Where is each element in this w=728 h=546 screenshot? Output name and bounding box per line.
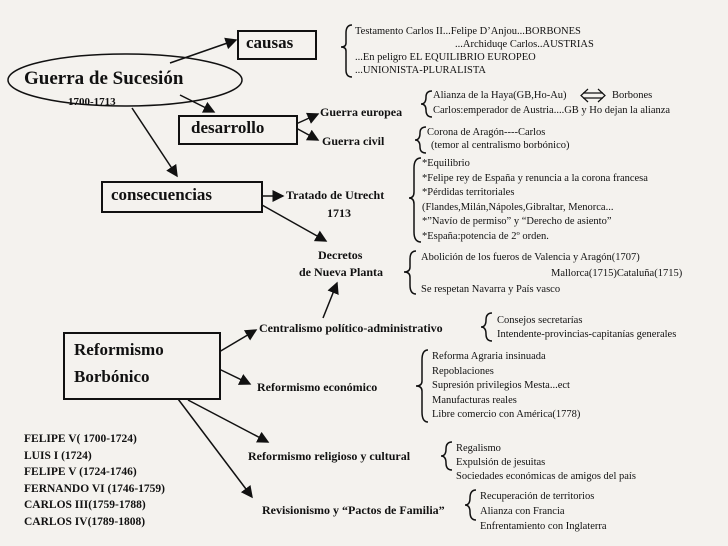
religioso-list (456, 442, 636, 484)
arrow-to-religioso (188, 400, 268, 442)
guerra-europea-item: Alianza de la Haya(GB,Ho-Au) (433, 90, 567, 101)
consecuencias-node (101, 181, 263, 213)
rey-item: FERNANDO VI (1746-1759) (24, 482, 165, 495)
guerra-europea-item: Carlos:emperador de Austria....GB y Ho dejan la alianza (433, 105, 671, 116)
main-dates: 1700-1713 (68, 96, 116, 108)
revisionismo-label: Revisionismo y “Pactos de Familia” (262, 503, 445, 517)
decretos-label-2: de Nueva Planta (299, 265, 383, 279)
arrow-to-revisionismo (175, 395, 252, 497)
centralismo-item: Intendente-provincias-capitanías generales (497, 329, 677, 340)
rey-item: FELIPE V( 1700-1724) (24, 433, 137, 445)
arrow-centralismo-to-decretos (323, 283, 337, 318)
centralismo-item: Consejos secretarías (497, 315, 583, 326)
desarrollo-label: desarrollo (191, 118, 265, 137)
utrecht-item: *Pérdidas territoriales (422, 187, 515, 198)
utrecht-item: *Equilibrio (422, 158, 470, 169)
causas-item: ...UNIONISTA-PLURALISTA (355, 65, 487, 76)
rey-item: FELIPE V (1724-1746) (24, 466, 137, 478)
brace-centralismo (481, 313, 492, 341)
revisionismo-item: Recuperación de territorios (480, 491, 595, 502)
arrow-to-centralismo (219, 330, 256, 352)
reformismo-label-2: Borbónico (74, 367, 150, 386)
religioso-item: Sociedades económicas de amigos del país (456, 471, 636, 482)
utrecht-item: *España:potencia de 2º orden. (422, 230, 549, 242)
brace-decretos (404, 251, 416, 294)
brace-causas (341, 25, 352, 77)
economico-item: Supresión privilegios Mesta...ect (432, 380, 570, 391)
main-title: Guerra de Sucesión (24, 68, 184, 89)
guerra-civil-label: Guerra civil (322, 134, 385, 148)
economico-list (432, 350, 580, 423)
guerra-europea-item: Borbones (612, 90, 653, 101)
brace-guerra-europea (421, 91, 432, 117)
economico-item: Reforma Agraria insinuada (432, 351, 546, 362)
causas-list (355, 25, 594, 77)
decretos-item: Mallorca(1715)Cataluña(1715) (551, 268, 683, 279)
double-arrow-icon (581, 89, 605, 102)
decretos-item: Se respetan Navarra y País vasco (421, 284, 561, 295)
brace-guerra-civil (415, 127, 426, 153)
utrecht-item: *”Navío de permiso” y “Derecho de asiento” (422, 216, 612, 227)
rey-item: CARLOS IV(1789-1808) (24, 515, 146, 528)
consecuencias-label: consecuencias (111, 185, 213, 204)
religioso-label: Reformismo religioso y cultural (248, 449, 411, 463)
rey-item: LUIS I (1724) (24, 449, 92, 462)
causas-node (237, 30, 317, 60)
economico-item: Manufacturas reales (432, 394, 517, 406)
causas-item: ...Archiduqe Carlos..AUSTRIAS (455, 39, 594, 50)
arrow-to-guerra-civil (296, 128, 318, 140)
revisionismo-list (480, 489, 607, 534)
centralismo-list (497, 314, 676, 342)
reformismo-node (63, 332, 221, 400)
reformismo-label: Reformismo (74, 340, 164, 359)
brace-religioso (441, 442, 452, 470)
guerra-civil-item: (temor al centralismo borbónico) (431, 140, 570, 151)
decretos-item: Abolición de los fueros de Valencia y Aragón(1707) (421, 252, 640, 263)
brace-economico (416, 350, 428, 422)
economico-item: Libre comercio con América(1778) (432, 409, 581, 420)
religioso-item: Regalismo (456, 443, 501, 454)
utrecht-label: Tratado de Utrecht (286, 188, 385, 202)
revisionismo-item: Alianza con Francia (480, 506, 565, 517)
arrow-to-decretos (262, 205, 326, 241)
revisionismo-item: Enfrentamiento con Inglaterra (480, 521, 607, 532)
arrow-to-economico (219, 369, 250, 384)
desarrollo-node (178, 115, 298, 145)
brace-revisionismo (465, 490, 476, 520)
economico-label: Reformismo económico (257, 380, 378, 394)
decretos-label: Decretos (318, 248, 363, 262)
arrow-to-guerra-europea (296, 114, 318, 124)
utrecht-year: 1713 (327, 206, 351, 220)
religioso-item: Expulsión de jesuitas (456, 457, 546, 468)
centralismo-label: Centralismo político-administrativo (259, 321, 443, 335)
utrecht-item: *Felipe rey de España y renuncia a la corona francesa (422, 172, 648, 184)
causas-item: Testamento Carlos II...Felipe D’Anjou...BORBONES (355, 26, 581, 37)
utrecht-list (422, 157, 648, 244)
rey-item: CARLOS III(1759-1788) (24, 499, 146, 511)
brace-utrecht (409, 158, 421, 242)
guerra-europea-label: Guerra europea (320, 105, 403, 119)
economico-item: Repoblaciones (432, 365, 494, 377)
arrow-to-consecuencias (132, 108, 177, 176)
causas-item: ...En peligro EL EQUILIBRIO EUROPEO (355, 52, 536, 63)
reyes-list (24, 431, 165, 530)
utrecht-item: (Flandes,Milán,Nápoles,Gibraltar, Menorca... (422, 201, 614, 213)
guerra-civil-item: Corona de Aragón----Carlos (427, 127, 546, 138)
arrow-to-causas (170, 40, 236, 63)
causas-label: causas (246, 33, 294, 52)
guerra-civil-list (427, 126, 570, 152)
